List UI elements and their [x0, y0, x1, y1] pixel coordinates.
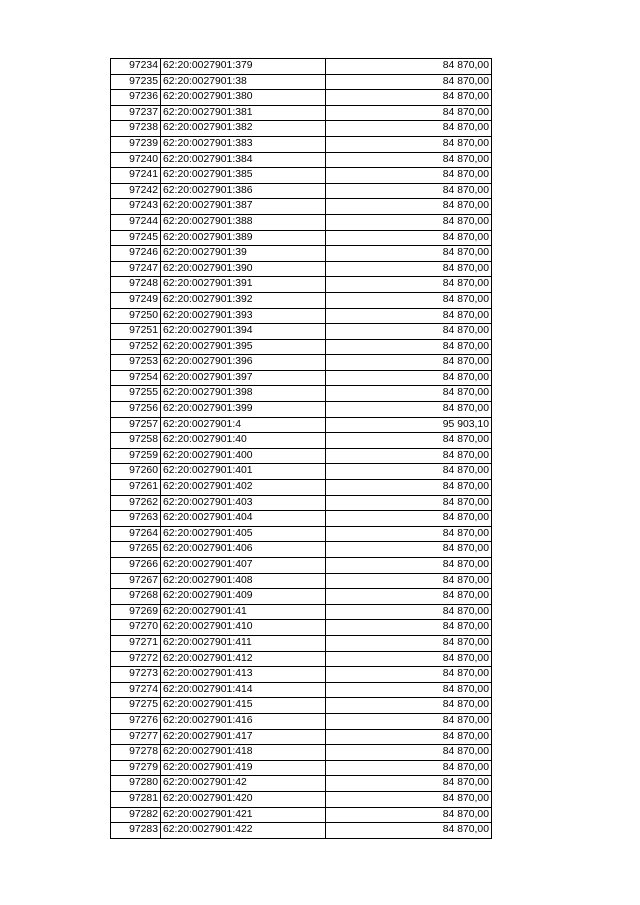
cadastral-number-cell: 62:20:0027901:412: [161, 651, 326, 667]
row-number-cell: 97236: [111, 90, 161, 106]
cadastral-value-cell: 84 870,00: [326, 277, 492, 293]
row-number-cell: 97261: [111, 480, 161, 496]
cadastral-value-cell: 84 870,00: [326, 791, 492, 807]
row-number-cell: 97280: [111, 776, 161, 792]
row-number-cell: 97242: [111, 183, 161, 199]
cadastral-value-cell: 84 870,00: [326, 620, 492, 636]
table-row: [111, 682, 492, 698]
cadastral-number-cell: 62:20:0027901:421: [161, 807, 326, 823]
cadastral-number-cell: 62:20:0027901:415: [161, 698, 326, 714]
cadastral-value-cell: 84 870,00: [326, 121, 492, 137]
cadastral-number-cell: 62:20:0027901:4: [161, 417, 326, 433]
cadastral-value-cell: 84 870,00: [326, 589, 492, 605]
table-row: [111, 480, 492, 496]
table-row: [111, 214, 492, 230]
cadastral-number-cell: 62:20:0027901:400: [161, 448, 326, 464]
row-number-cell: 97265: [111, 542, 161, 558]
table-row: [111, 277, 492, 293]
cadastral-number-cell: 62:20:0027901:419: [161, 760, 326, 776]
row-number-cell: 97243: [111, 199, 161, 215]
cadastral-value-cell: 84 870,00: [326, 246, 492, 262]
cadastral-value-cell: 84 870,00: [326, 183, 492, 199]
cadastral-value-cell: 84 870,00: [326, 152, 492, 168]
table-row: [111, 558, 492, 574]
row-number-cell: 97252: [111, 339, 161, 355]
row-number-cell: 97251: [111, 324, 161, 340]
row-number-cell: 97282: [111, 807, 161, 823]
cadastral-number-cell: 62:20:0027901:38: [161, 74, 326, 90]
table-body: [111, 59, 492, 839]
table-row: [111, 59, 492, 75]
row-number-cell: 97244: [111, 214, 161, 230]
cadastral-number-cell: 62:20:0027901:407: [161, 558, 326, 574]
cadastral-value-cell: 84 870,00: [326, 682, 492, 698]
table-row: [111, 199, 492, 215]
cadastral-value-cell: 84 870,00: [326, 136, 492, 152]
table-row: [111, 526, 492, 542]
cadastral-number-cell: 62:20:0027901:398: [161, 386, 326, 402]
cadastral-number-cell: 62:20:0027901:422: [161, 823, 326, 839]
table-row: [111, 573, 492, 589]
row-number-cell: 97275: [111, 698, 161, 714]
table-row: [111, 807, 492, 823]
row-number-cell: 97264: [111, 526, 161, 542]
table-row: [111, 713, 492, 729]
cadastral-value-cell: 84 870,00: [326, 433, 492, 449]
cadastral-value-cell: 84 870,00: [326, 168, 492, 184]
table-row: [111, 386, 492, 402]
cadastral-number-cell: 62:20:0027901:39: [161, 246, 326, 262]
table-row: [111, 464, 492, 480]
cadastral-value-cell: 84 870,00: [326, 807, 492, 823]
cadastral-value-cell: 84 870,00: [326, 324, 492, 340]
table-row: [111, 776, 492, 792]
table-row: [111, 136, 492, 152]
table-row: [111, 74, 492, 90]
table-row: [111, 745, 492, 761]
cadastral-number-cell: 62:20:0027901:420: [161, 791, 326, 807]
cadastral-value-cell: 84 870,00: [326, 480, 492, 496]
cadastral-value-cell: 84 870,00: [326, 105, 492, 121]
cadastral-number-cell: 62:20:0027901:382: [161, 121, 326, 137]
row-number-cell: 97245: [111, 230, 161, 246]
cadastral-value-cell: 84 870,00: [326, 199, 492, 215]
cadastral-number-cell: 62:20:0027901:385: [161, 168, 326, 184]
cadastral-number-cell: 62:20:0027901:389: [161, 230, 326, 246]
table-row: [111, 791, 492, 807]
row-number-cell: 97274: [111, 682, 161, 698]
cadastral-number-cell: 62:20:0027901:405: [161, 526, 326, 542]
cadastral-number-cell: 62:20:0027901:406: [161, 542, 326, 558]
cadastral-value-cell: 84 870,00: [326, 604, 492, 620]
cadastral-number-cell: 62:20:0027901:410: [161, 620, 326, 636]
cadastral-value-table: [110, 58, 492, 839]
row-number-cell: 97258: [111, 433, 161, 449]
cadastral-value-cell: 84 870,00: [326, 573, 492, 589]
cadastral-number-cell: 62:20:0027901:391: [161, 277, 326, 293]
cadastral-value-cell: 84 870,00: [326, 402, 492, 418]
table-row: [111, 90, 492, 106]
cadastral-number-cell: 62:20:0027901:394: [161, 324, 326, 340]
cadastral-value-cell: 84 870,00: [326, 511, 492, 527]
cadastral-value-cell: 84 870,00: [326, 90, 492, 106]
row-number-cell: 97276: [111, 713, 161, 729]
cadastral-number-cell: 62:20:0027901:402: [161, 480, 326, 496]
row-number-cell: 97262: [111, 495, 161, 511]
row-number-cell: 97256: [111, 402, 161, 418]
table-row: [111, 230, 492, 246]
cadastral-number-cell: 62:20:0027901:411: [161, 635, 326, 651]
table-row: [111, 729, 492, 745]
table-row: [111, 402, 492, 418]
table-row: [111, 620, 492, 636]
row-number-cell: 97250: [111, 308, 161, 324]
table-row: [111, 355, 492, 371]
table-row: [111, 698, 492, 714]
cadastral-number-cell: 62:20:0027901:414: [161, 682, 326, 698]
table-row: [111, 246, 492, 262]
cadastral-number-cell: 62:20:0027901:386: [161, 183, 326, 199]
row-number-cell: 97253: [111, 355, 161, 371]
table-row: [111, 651, 492, 667]
row-number-cell: 97240: [111, 152, 161, 168]
table-row: [111, 370, 492, 386]
row-number-cell: 97266: [111, 558, 161, 574]
row-number-cell: 97272: [111, 651, 161, 667]
row-number-cell: 97278: [111, 745, 161, 761]
row-number-cell: 97234: [111, 59, 161, 75]
table-row: [111, 168, 492, 184]
cadastral-value-cell: 84 870,00: [326, 760, 492, 776]
table-row: [111, 433, 492, 449]
table-row: [111, 635, 492, 651]
cadastral-value-cell: 84 870,00: [326, 495, 492, 511]
cadastral-value-cell: 84 870,00: [326, 745, 492, 761]
cadastral-value-cell: 84 870,00: [326, 713, 492, 729]
cadastral-number-cell: 62:20:0027901:401: [161, 464, 326, 480]
row-number-cell: 97249: [111, 292, 161, 308]
row-number-cell: 97246: [111, 246, 161, 262]
cadastral-number-cell: 62:20:0027901:42: [161, 776, 326, 792]
cadastral-number-cell: 62:20:0027901:396: [161, 355, 326, 371]
table-row: [111, 261, 492, 277]
cadastral-value-cell: 84 870,00: [326, 230, 492, 246]
row-number-cell: 97241: [111, 168, 161, 184]
cadastral-number-cell: 62:20:0027901:390: [161, 261, 326, 277]
cadastral-number-cell: 62:20:0027901:416: [161, 713, 326, 729]
row-number-cell: 97237: [111, 105, 161, 121]
table-row: [111, 292, 492, 308]
row-number-cell: 97269: [111, 604, 161, 620]
cadastral-value-cell: 84 870,00: [326, 292, 492, 308]
cadastral-value-cell: 84 870,00: [326, 542, 492, 558]
cadastral-value-cell: 84 870,00: [326, 308, 492, 324]
cadastral-number-cell: 62:20:0027901:403: [161, 495, 326, 511]
cadastral-number-cell: 62:20:0027901:387: [161, 199, 326, 215]
cadastral-value-cell: 84 870,00: [326, 823, 492, 839]
row-number-cell: 97273: [111, 667, 161, 683]
row-number-cell: 97268: [111, 589, 161, 605]
cadastral-number-cell: 62:20:0027901:41: [161, 604, 326, 620]
table-row: [111, 823, 492, 839]
row-number-cell: 97255: [111, 386, 161, 402]
table-row: [111, 417, 492, 433]
row-number-cell: 97270: [111, 620, 161, 636]
table-row: [111, 339, 492, 355]
table-row: [111, 183, 492, 199]
row-number-cell: 97277: [111, 729, 161, 745]
cadastral-value-cell: 84 870,00: [326, 526, 492, 542]
table-row: [111, 542, 492, 558]
cadastral-number-cell: 62:20:0027901:417: [161, 729, 326, 745]
table-row: [111, 604, 492, 620]
row-number-cell: 97238: [111, 121, 161, 137]
row-number-cell: 97235: [111, 74, 161, 90]
table-row: [111, 495, 492, 511]
cadastral-number-cell: 62:20:0027901:395: [161, 339, 326, 355]
cadastral-number-cell: 62:20:0027901:379: [161, 59, 326, 75]
row-number-cell: 97247: [111, 261, 161, 277]
table-row: [111, 667, 492, 683]
cadastral-value-cell: 84 870,00: [326, 667, 492, 683]
cadastral-number-cell: 62:20:0027901:380: [161, 90, 326, 106]
row-number-cell: 97267: [111, 573, 161, 589]
table-row: [111, 448, 492, 464]
row-number-cell: 97254: [111, 370, 161, 386]
cadastral-value-cell: 84 870,00: [326, 261, 492, 277]
table-row: [111, 589, 492, 605]
cadastral-value-cell: 84 870,00: [326, 635, 492, 651]
row-number-cell: 97257: [111, 417, 161, 433]
cadastral-value-cell: 84 870,00: [326, 214, 492, 230]
table-row: [111, 105, 492, 121]
row-number-cell: 97281: [111, 791, 161, 807]
cadastral-value-cell: 84 870,00: [326, 698, 492, 714]
cadastral-number-cell: 62:20:0027901:381: [161, 105, 326, 121]
cadastral-number-cell: 62:20:0027901:409: [161, 589, 326, 605]
cadastral-value-cell: 84 870,00: [326, 355, 492, 371]
row-number-cell: 97248: [111, 277, 161, 293]
table-row: [111, 760, 492, 776]
cadastral-value-cell: 84 870,00: [326, 370, 492, 386]
cadastral-number-cell: 62:20:0027901:383: [161, 136, 326, 152]
cadastral-value-cell: 84 870,00: [326, 448, 492, 464]
cadastral-value-cell: 84 870,00: [326, 729, 492, 745]
cadastral-value-cell: 84 870,00: [326, 558, 492, 574]
cadastral-number-cell: 62:20:0027901:397: [161, 370, 326, 386]
row-number-cell: 97239: [111, 136, 161, 152]
cadastral-number-cell: 62:20:0027901:388: [161, 214, 326, 230]
cadastral-number-cell: 62:20:0027901:393: [161, 308, 326, 324]
cadastral-value-cell: 84 870,00: [326, 59, 492, 75]
row-number-cell: 97263: [111, 511, 161, 527]
table-row: [111, 121, 492, 137]
row-number-cell: 97260: [111, 464, 161, 480]
table-row: [111, 511, 492, 527]
cadastral-number-cell: 62:20:0027901:418: [161, 745, 326, 761]
row-number-cell: 97259: [111, 448, 161, 464]
row-number-cell: 97279: [111, 760, 161, 776]
row-number-cell: 97271: [111, 635, 161, 651]
table-row: [111, 324, 492, 340]
cadastral-number-cell: 62:20:0027901:384: [161, 152, 326, 168]
cadastral-value-cell: 84 870,00: [326, 651, 492, 667]
cadastral-number-cell: 62:20:0027901:404: [161, 511, 326, 527]
cadastral-number-cell: 62:20:0027901:413: [161, 667, 326, 683]
table-row: [111, 152, 492, 168]
row-number-cell: 97283: [111, 823, 161, 839]
cadastral-value-cell: 84 870,00: [326, 776, 492, 792]
cadastral-number-cell: 62:20:0027901:408: [161, 573, 326, 589]
cadastral-value-cell: 84 870,00: [326, 339, 492, 355]
cadastral-number-cell: 62:20:0027901:399: [161, 402, 326, 418]
cadastral-value-cell: 84 870,00: [326, 464, 492, 480]
cadastral-value-cell: 84 870,00: [326, 386, 492, 402]
table-row: [111, 308, 492, 324]
cadastral-value-cell: 84 870,00: [326, 74, 492, 90]
cadastral-number-cell: 62:20:0027901:40: [161, 433, 326, 449]
cadastral-number-cell: 62:20:0027901:392: [161, 292, 326, 308]
cadastral-value-cell: 95 903,10: [326, 417, 492, 433]
